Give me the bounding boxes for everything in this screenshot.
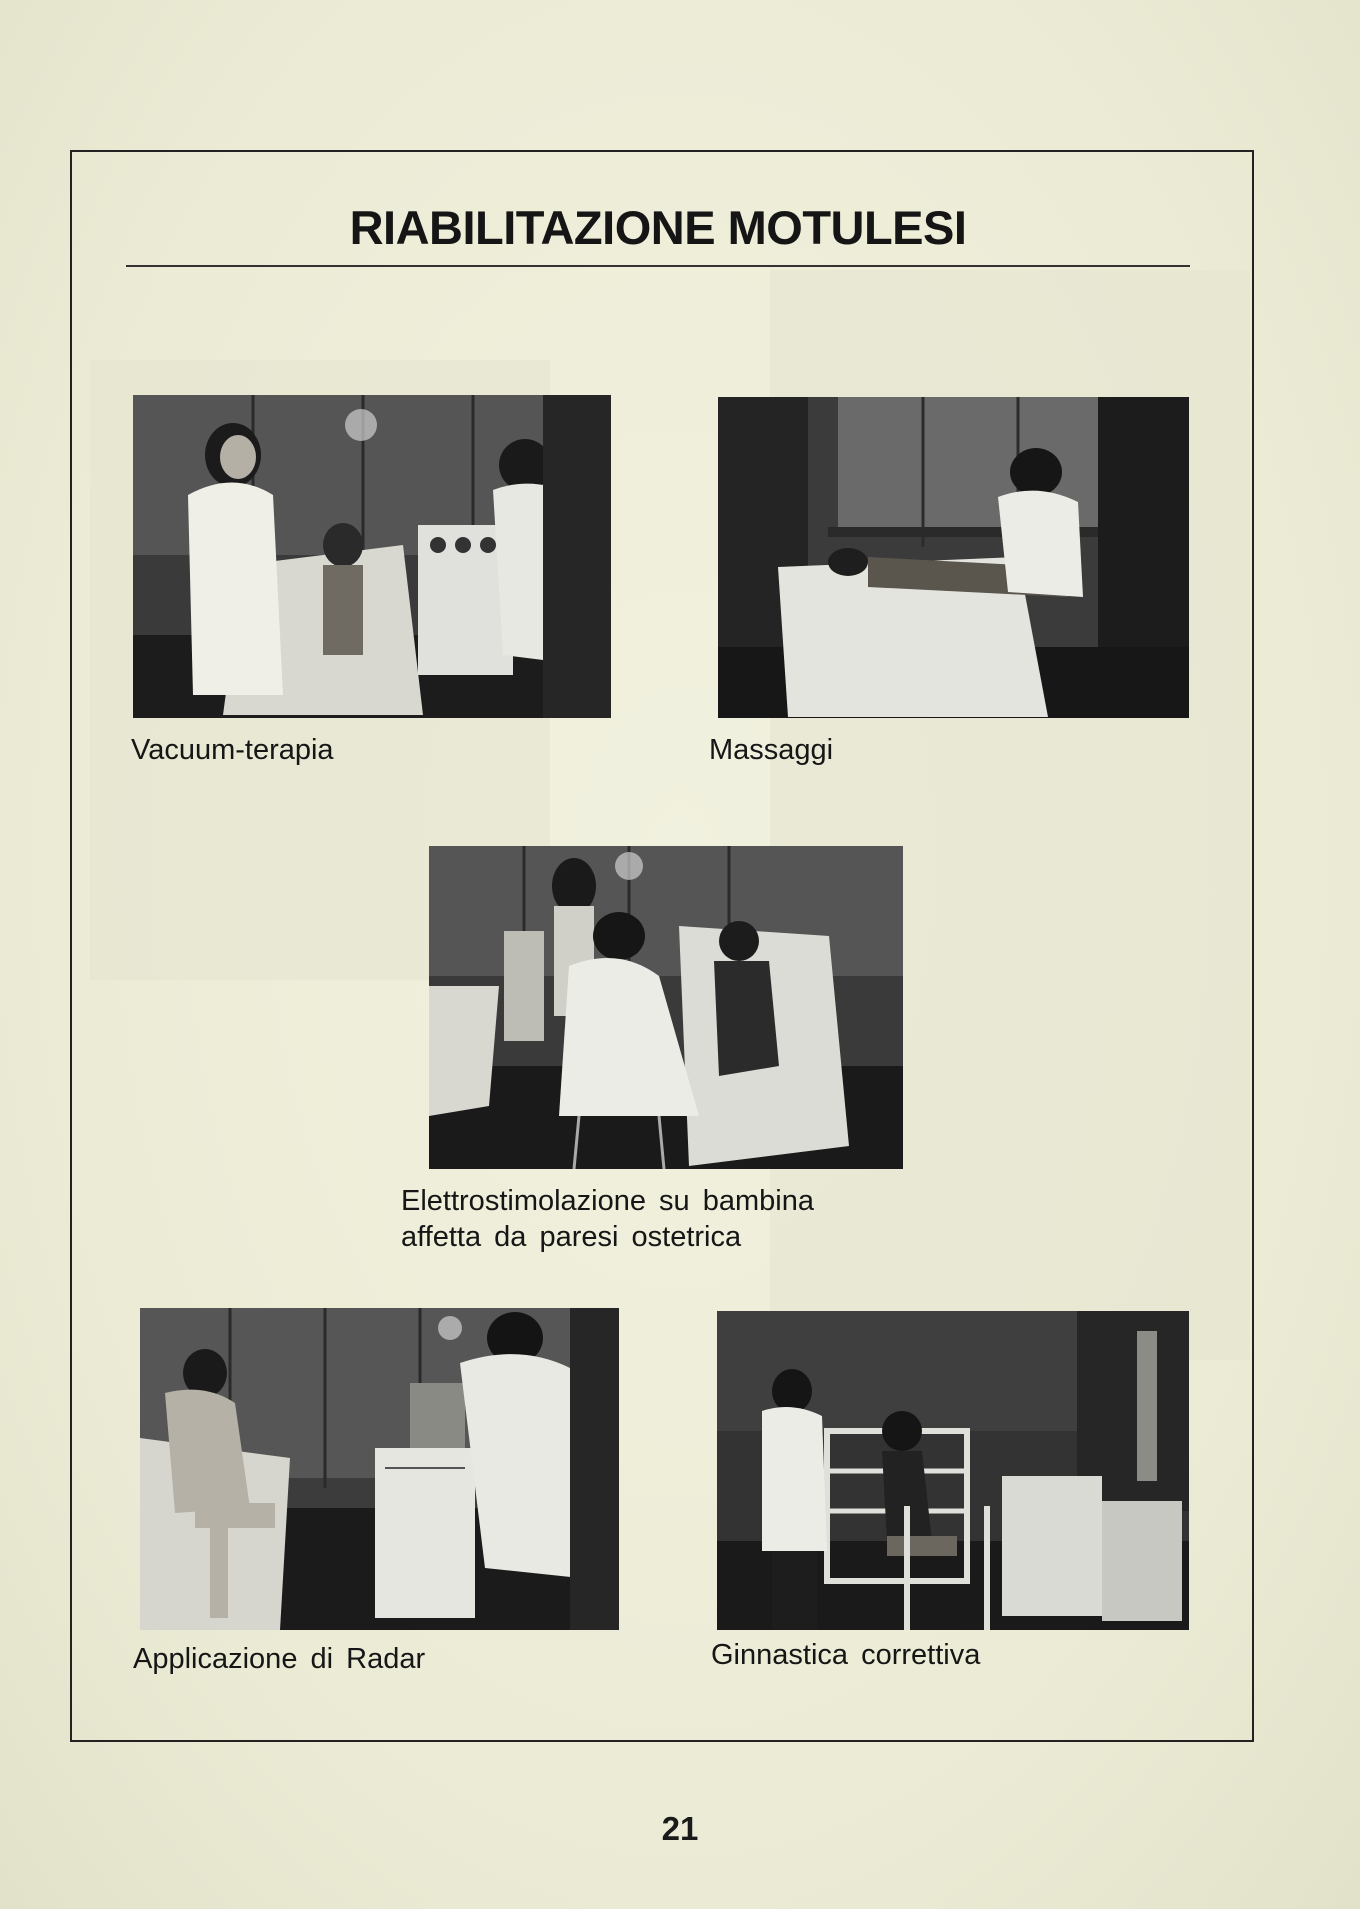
- photo-radar-application: [140, 1308, 619, 1630]
- page-title: RIABILITAZIONE MOTULESI: [349, 201, 967, 254]
- caption-vacuum-therapy: Vacuum-terapia: [131, 734, 334, 766]
- photo-vacuum-therapy: [133, 395, 611, 718]
- page-number: 21: [661, 1810, 699, 1847]
- title-underline: [126, 265, 1190, 267]
- caption-radar-application: Applicazione di Radar: [133, 1643, 426, 1675]
- photo-massage: [718, 397, 1189, 718]
- caption-electrostimulation-line1: Elettrostimolazione su bambina: [401, 1185, 814, 1217]
- caption-electrostimulation-line2: affetta da paresi ostetrica: [401, 1221, 742, 1253]
- caption-massage: Massaggi: [709, 734, 834, 766]
- photo-electrostimulation: [429, 846, 903, 1169]
- photo-corrective-gymnastics: [717, 1311, 1189, 1630]
- caption-corrective-gymnastics: Ginnastica correttiva: [711, 1639, 981, 1671]
